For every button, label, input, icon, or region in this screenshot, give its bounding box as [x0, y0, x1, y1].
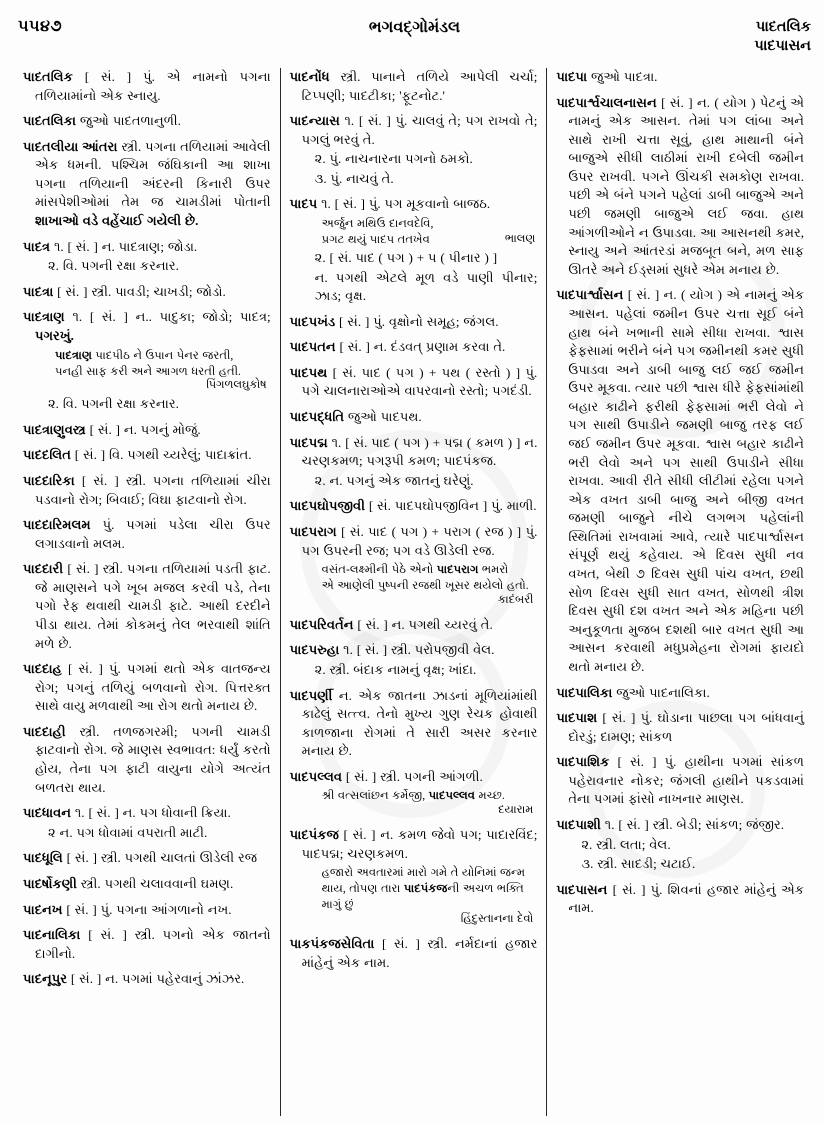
quotation-line: શ્રી વત્સલાંછન કર્મેજી, પાદપલ્લવ મચ્છ. — [321, 789, 505, 803]
entry-definition: સ્ત્રી. પાનાને તળિયે આપેલી ચર્ચા; ટિપ્પણી; પાદટીકા; 'ફૂટનોટ.' — [301, 69, 538, 103]
quotation-citation: હિંદુસ્તાનના દેવો — [460, 913, 534, 926]
entry-definition: [ સં. ] પું. પગમાં થતો એક વાતજન્ય રોગ; પગનું તળિયું બળવાનો રોગ. પિત્તરક્ત સાથે વાયુ મળવાથી આ રોગ થતો મનાય છે. — [35, 661, 271, 714]
entry-headword: પાદપા — [556, 69, 588, 84]
entry-headword: પાદપદ્મ — [289, 434, 328, 450]
dictionary-entry — [290, 616, 538, 635]
entry-headword: પાદનોંધ — [289, 69, 330, 84]
entry-definition: ૧. [ સં. ] ન. પગ ધોવાની ક્રિયા. — [71, 805, 231, 821]
entry-definition: પું. પગમાં પડેલા ચીરા ઉપર લગાડવાનો મલમ. — [35, 517, 271, 551]
entry-quotation — [35, 348, 271, 395]
entry-headword: પાદદારી — [23, 561, 64, 577]
entry-sense: ૨. પું. નાચનારના પગનો ઠમકો. — [314, 151, 473, 167]
entry-headword: પાદર્ષોકણી — [23, 875, 77, 891]
entry-sense: ૩. પું. નાચવું તે. — [314, 170, 394, 186]
entry-headword: પાદધૂલિ — [23, 850, 63, 866]
dictionary-entry — [290, 687, 538, 761]
entry-definition: જુઓ પાદતળાનુળી. — [76, 113, 181, 129]
guide-word-first: પાદતલિક — [755, 19, 811, 35]
entry-headword: પાદપલ્લવ — [289, 768, 343, 784]
quotation-citation: કાદંબરી — [497, 594, 534, 607]
dictionary-entry — [23, 472, 271, 509]
entry-quotation — [302, 788, 538, 819]
dictionary-entry — [556, 709, 804, 746]
quotation-line: વસંત-લક્ષ્મીની પેઠે એનો પાદપરાગ ભમરો — [321, 563, 509, 577]
dictionary-entry — [23, 970, 271, 989]
dictionary-entry — [23, 660, 271, 716]
page-header — [18, 18, 811, 66]
dictionary-entry — [290, 768, 538, 819]
entry-definition: ૧. [ સં. ] સ્ત્રી. બેડી; સાંકળ; જંજીર. — [600, 816, 785, 832]
entry-definition: સ્ત્રી. પગથી ચલાવવાની ઘમણ. — [76, 875, 234, 891]
dictionary-entry — [290, 641, 538, 679]
quotation-line: અર્જુન મથિઉ દાનવદેવિ, — [321, 217, 434, 231]
dictionary-entry — [290, 364, 538, 401]
entry-headword: પાદતલિકા — [23, 113, 77, 129]
entry-sense: ૨. સ્ત્રી. લતા; વેલ. — [581, 836, 671, 852]
book-title: ભગવદ્ગોમંડલ — [368, 19, 461, 36]
dictionary-entry — [290, 68, 538, 105]
entry-definition-emphasis: પગરખું. — [35, 327, 74, 343]
entry-sense: ન. પગથી એટલે મૂળ વડે પાણી પીનાર; ઝાડ; વૃક્ષ. — [314, 269, 538, 304]
entry-headword: પાદપથ — [289, 364, 328, 380]
entry-definition: [ સં. પાદ ( પગ ) + પરાગ ( રજ ) ] પું. પગ ઉપરની રજ; પગ વડે ઊડેલી રજ. — [301, 523, 538, 558]
quotation-line: માગું છું — [321, 898, 354, 912]
entry-definition: સ્ત્રી. પગના તળિયામાં આવેલી એક ધમની. પશ્ચિમ જંઘિકાની આ શાખા પગના તળિયાની અંદરની કિનારી ઉપર માંસપેશીઓમાં તેમ જ ચામડીમાં પોતાની — [35, 138, 271, 210]
dictionary-entry — [290, 497, 538, 516]
entry-definition: [ સં. ] સ્ત્રી. પગનો એક જાતનો દાગીનો. — [35, 927, 271, 961]
entry-definition: [ સં. ] ન. પગમાં પહેરવાનું ઝાંઝર. — [67, 971, 245, 987]
dictionary-entry — [290, 826, 538, 928]
entry-headword: પાદપઘોપજીવી — [289, 498, 365, 514]
entry-definition: [ સં. ] વિ. પગથી ચ્યરેલું; પાદાક્રાંત. — [70, 447, 252, 463]
dictionary-entry — [290, 523, 538, 609]
quotation-line: એ આણેલી પુષ્પની રજથી ખૂસર થયેલો હતો. — [321, 579, 529, 593]
quotation-citation: દયારામ — [498, 804, 534, 817]
dictionary-entry — [23, 238, 271, 276]
dictionary-entry — [23, 138, 271, 231]
guide-words — [754, 18, 811, 56]
entry-headword: પાદપર્ણી — [289, 687, 333, 703]
entry-definition: [ સં. ] ન. કમળ જેવો પગ; પાદારવિંદ; પાદપદ્મ; ચરણકમળ. — [301, 827, 538, 861]
dictionary-entry — [556, 684, 804, 703]
entry-headword: પાદનાલિકા — [23, 927, 81, 943]
entry-definition: [ સં. ] સ્ત્રી. પગના તળિયામાં પડતી ફાટ. જે માણસને પગે ખૂબ મજલ કરવી પડે, તેના પગો રેફ થવાથી ચામડી ફાટે. આથી દરદીને પીડા થાય. તેમાં કોકમનું તેલ ભરવાથી શાંતિ મળે છે. — [35, 561, 271, 651]
dictionary-entry — [290, 338, 538, 357]
dictionary-entry — [290, 434, 538, 491]
entry-headword: પાદતલીયા આંતરા — [23, 138, 118, 154]
entry-definition: ૧. [ સં. ] ન. પાદત્રાણ; જોડા. — [50, 238, 198, 254]
entry-definition: સ્ત્રી. તળજગરમી; પગની ચામડી ફાટવાનો રોગ. જે માણસ સ્વભાવત: ધર્યું કરતો હોય, તેના પગ ફાટી વાયુના યોગે અત્યંત બળતરા થાય. — [35, 723, 271, 795]
entry-headword: પાદદલિત — [23, 447, 71, 463]
entry-definition: [ સં. ] ન. દંડવત્ પ્રણામ કરવા તે. — [335, 339, 506, 355]
entry-headword: પાદત્ર — [23, 238, 51, 254]
entry-definition: ૧. [ સં. ] પું. ચાલવું તે; પગ રાખવો તે; પગલું ભરવું તે. — [301, 113, 538, 147]
entry-sense: ૨. ન. પગનું એક જાતનું ઘરેણું. — [314, 472, 474, 488]
quotation-line: પ્રગટ થયું પાદપ તતખેવ ભાલણ — [321, 233, 536, 247]
quotation-headword: પાદપંકજ — [403, 882, 448, 896]
quotation-line: હજારો અવતારમાં મારો ગમે તે યોનિમાં જન્મ — [321, 866, 526, 880]
entry-sense: ૨ ન. પગ ધોવામાં વપરાતી માટી. — [48, 824, 208, 840]
column-1 — [14, 68, 281, 1116]
dictionary-entry — [23, 849, 271, 868]
dictionary-entry — [290, 935, 538, 972]
dictionary-entry — [23, 804, 271, 842]
entry-headword: પાદદારિકા — [23, 472, 75, 488]
dictionary-entry — [556, 753, 804, 809]
quotation-line: પાદત્રાણ પાદપીઠ ને ઉપાન પેનર જરતી, — [55, 348, 234, 362]
dictionary-entry — [556, 286, 804, 676]
dictionary-entry — [23, 308, 271, 413]
column-2 — [281, 68, 548, 1116]
dictionary-entry — [23, 723, 271, 797]
entry-headword: પાદપ — [289, 196, 318, 212]
entry-headword: પાદદાહી — [23, 723, 66, 739]
entry-definition: [ સં. ] ન. ( યોગ ) પેટનું એ નામનું એક આસન. તેમાં પગ લાંબા અને સાથે રાખી ચત્તા સૂવું, હાથ માથાની બંને બાજુએ સીધી લાઠીમાં રાખી દબેલી જમીન ઉપર રાખવી. પગને ઊંચકી સમકોણ રાખવા. પછી એ બંને પગને પહેલાં ડાબી બાજુએ અને પછી જમણી બાજુએ લઈ જવા. હાથ આંગળીઓને ન ઉપાડવા. આ આસનથી કમર, સ્નાયુ અને આંતરડાં મજબૂત બને, મળ સાફ ઊતરે અને ઈડ્સમાં સુધરે એમ મનાય છે. — [568, 94, 805, 277]
entry-headword: પાદન્યાસ — [289, 113, 340, 129]
entry-sense: ૨. સ્ત્રી. બંદાક નામનું વૃક્ષ; ખાંદા. — [314, 661, 477, 677]
entry-sense: ૨. વિ. પગની રક્ષા કરનાર. — [48, 396, 179, 412]
entry-headword: પાદત્રાણ — [23, 309, 65, 325]
entry-definition: [ સં. ] સ્ત્રી. પગની આંગળી. — [342, 768, 483, 784]
guide-word-last: પાદપાસન — [754, 38, 811, 55]
entry-headword: પાદપાર્શ્વચાલનાસન — [556, 94, 657, 110]
entry-definition: [ સં. ] પું. હાથીના પગમાં સાંકળ પહેરાવનાર નોકર; જંગલી હાથીને પકડવામાં તેના પગમાં ફાંસો નાખનાર માણસ. — [568, 754, 805, 807]
dictionary-entry — [23, 112, 271, 131]
entry-definition: [ સં. ] સ્ત્રી. પાવડી; ચાખડી; જોડો. — [53, 283, 226, 299]
entry-definition: ૧. [ સં. ] પું. પગ મૂકવાનો બાજઠ. — [317, 196, 491, 212]
dictionary-entry — [23, 283, 271, 302]
dictionary-entry — [556, 94, 804, 280]
dictionary-entry — [556, 881, 804, 918]
dictionary-entry — [290, 408, 538, 427]
quotation-headword: પાદપરાગ — [436, 563, 479, 577]
quotation-headword: પાદપલ્લવ — [428, 789, 476, 803]
entry-headword: પાદપાલિકા — [556, 684, 613, 700]
entry-quotation — [302, 865, 538, 928]
column-container — [14, 68, 813, 1116]
entry-sense: ૨. [ સં. પાદ ( પગ ) + પ ( પીનાર ) ] — [314, 250, 498, 266]
entry-definition: જુઓ પાદપથ. — [344, 409, 422, 425]
dictionary-entry — [23, 68, 271, 105]
entry-headword: પાદદારિમલમ — [23, 517, 91, 533]
entry-definition: [ સં. ] સ્ત્રી. નર્મદાનાં હજાર માંહેનું એક નામ. — [301, 936, 538, 970]
entry-definition: [ સં. પાદ ( પગ ) + પથ ( રસ્તો ) ] પું. પગે ચાલનારાઓએ વાપરવાનો રસ્તો; પગદંડી. — [301, 364, 538, 399]
entry-definition: [ સં. ] સ્ત્રી. પગથી ચાલતાં ઊડેલી રજ — [62, 850, 258, 866]
entry-headword: પાદપરુહા — [289, 642, 340, 658]
dictionary-entry — [23, 560, 271, 653]
entry-definition: [ સં. ] પું. ઘોડાના પાછલા પગ બાંધવાનું દોરડું; દામણ; સાંકળ — [568, 710, 805, 744]
entry-quotation — [302, 216, 538, 248]
entry-definition: ૧. [ સં. ] ન.. પાદુકા; જોડો; પાદત્ર; — [64, 309, 271, 325]
entry-headword: પાકપંકજસેવિતા — [289, 936, 375, 951]
entry-headword: પાદતલિક — [23, 69, 73, 84]
entry-definition: ૧. [ સં. ] સ્ત્રી. પરોપજીવી વેલ. — [339, 642, 495, 658]
dictionary-entry — [23, 421, 271, 440]
dictionary-entry — [23, 446, 271, 465]
entry-headword: પાદપાશી — [556, 816, 601, 832]
quotation-line: થાય, તોપણ તારા પાદપંકજની અચળ ભક્તિ — [321, 882, 524, 896]
entry-definition: [ સં. ] ન. પગનું મોજું. — [85, 421, 201, 437]
entry-headword: પાદનખ — [23, 901, 63, 917]
entry-definition: [ સં. પાદપઘોપજીવિન ] પું. માળી. — [364, 498, 537, 514]
quotation-citation: પિંગળલઘુકોષ — [206, 379, 267, 392]
entry-definition: [ સં. ] પું. શિવનાં હજાર માંહેનું એક નામ. — [568, 881, 805, 916]
entry-headword: પાદપાર્શ્વાસન — [556, 287, 624, 303]
entry-definition: [ સં. ] ન. ( યોગ ) એ નામનું એક આસન. પહેલાં જમીન ઉપર ચત્તા સૂઈ બંને હાથ બંને ખભાની સામે સીધા રાખવા. શ્વાસ ફેફસામાં ભરીને બંને પગ જમીનથી કમર સુધી ઉપાડવા અને ડાબી બાજુ લઈ જઈ જમીન ઉપર મૂકવા. ત્યાર પછી શ્વાસ ધીરે ફેફસાંમાંથી બહાર કાઢીને ફરીથી ફેફસામાં ભરી લેવો ને પગ સાથી ઉપાડીને જમણી બાજુ તરફ લઈ જઈ જમીન ઉપર મૂકવા. શ્વાસ બહાર કાઢીને ભરી લેવો અને પગ સાથી ઉપાડીને સીધા રાખવા. આવી રીતે સીધી લીટીમાં રહેલા પગને એક વખત ડાબી બાજુ અને બીજી વખત જમણી બાજુને નીચે લગભગ પહેલાંની સ્થિતિમાં રાખવામાં આવે, ત્યારે પાદપાર્શ્વાસન સંપૂર્ણ થયું કહેવાય. એ દિવસ સુધી નવ વખત, બેથી ૭ દિવસ સુધી પાંચ વખત, છથી સોળ દિવસ સુધી સાત વખત, સોળથી ત્રીશ દિવસ સુધી દશ વખત અને એક મહિના પછી અનુકૂળતા મુજબ દશથી બાર વખત સુધી આ આસન કરવાથી મધુપ્રમેહના રોગમાં ફાયદો થતો મનાય છે. — [568, 287, 805, 674]
entry-headword: પાદત્રાણુવસ્ત્ર — [23, 421, 86, 437]
entry-definition: જુઓ પાદત્રા. — [587, 69, 658, 84]
dictionary-entry — [23, 875, 271, 894]
entry-definition: ન. એક જાતના ઝાડનાં મૂળિયાંમાંથી કાઢેલું સત્ત્વ. તેનો મુખ્ય ગુણ રેચક હોવાથી કાળજાના રોગમાં તે સારી અસર કરનાર મનાય છે. — [301, 687, 538, 759]
dictionary-entry — [290, 195, 538, 305]
entry-definition: જુઓ પાદનાલિકા. — [612, 684, 710, 700]
entry-definition: [ સં. ] પું. પગના આંગળાનો નખ. — [62, 901, 232, 917]
entry-headword: પાદપરિવર્તન — [289, 616, 354, 632]
dictionary-entry — [23, 926, 271, 963]
dictionary-entry — [23, 901, 271, 920]
entry-headword: પાદપદ્ધતિ — [289, 409, 345, 425]
quotation-line: પનહી સાફ કરી અને આગળ ધરતી હતી. — [55, 364, 241, 378]
entry-definition-emphasis: શાખાઓ વડે વહેંચાઈ ગયેલી છે. — [35, 213, 199, 229]
entry-sense: ૩. સ્ત્રી. સાદડી; ચટાઈ. — [581, 856, 696, 872]
entry-headword: પાદદાહ — [23, 661, 62, 677]
page-number: ૫૫૪૭ — [18, 18, 63, 35]
dictionary-entry — [290, 112, 538, 188]
entry-sense: ૨. વિ. પગની રક્ષા કરનાર. — [48, 258, 179, 274]
entry-definition: [ સં. ] ન. પગથી ચ્યરવું તે. — [353, 616, 493, 632]
entry-quotation — [302, 562, 538, 609]
column-3 — [547, 68, 813, 1116]
entry-headword: પાદપાશ — [556, 710, 598, 726]
entry-headword: પાદપાશિક — [556, 754, 610, 770]
entry-headword: પાદપાસન — [556, 881, 608, 897]
entry-definition: [ સં. ] સ્ત્રી. પગના તળિયામાં ચીરા પડવાનો રોગ; બિવાઈ; વિઘા ફાટવાનો રોગ. — [35, 472, 271, 507]
dictionary-entry — [23, 516, 271, 553]
entry-headword: પાદનૂપુર — [23, 971, 68, 987]
entry-headword: પાદધાવન — [23, 805, 72, 821]
entry-headword: પાદપતન — [289, 339, 336, 355]
dictionary-entry — [556, 68, 804, 87]
entry-headword: પાદપરાગ — [289, 523, 337, 539]
entry-definition: [ સં. ] પું. એ નામનો પગના તળિયામાંનો એક સ્નાયુ. — [35, 69, 271, 103]
entry-headword: પાદપંકજ — [289, 827, 339, 843]
quotation-citation: ભાલણ — [504, 233, 536, 246]
dictionary-entry — [556, 816, 804, 874]
dictionary-entry — [290, 313, 538, 332]
entry-definition: ૧. [ સં. પાદ ( પગ ) + પદ્મ ( કમળ ) ] ન. ચરણકમળ; પગરૂપી કમળ; પાદપંકજ. — [301, 434, 538, 469]
entry-headword: પાદપખંડ — [289, 313, 336, 329]
quotation-headword: પાદત્રાણ — [55, 348, 92, 362]
entry-definition: [ સં. ] પું. વૃક્ષોનો સમૂહ; જંગલ. — [335, 313, 499, 329]
entry-headword: પાદત્રા — [23, 283, 54, 299]
